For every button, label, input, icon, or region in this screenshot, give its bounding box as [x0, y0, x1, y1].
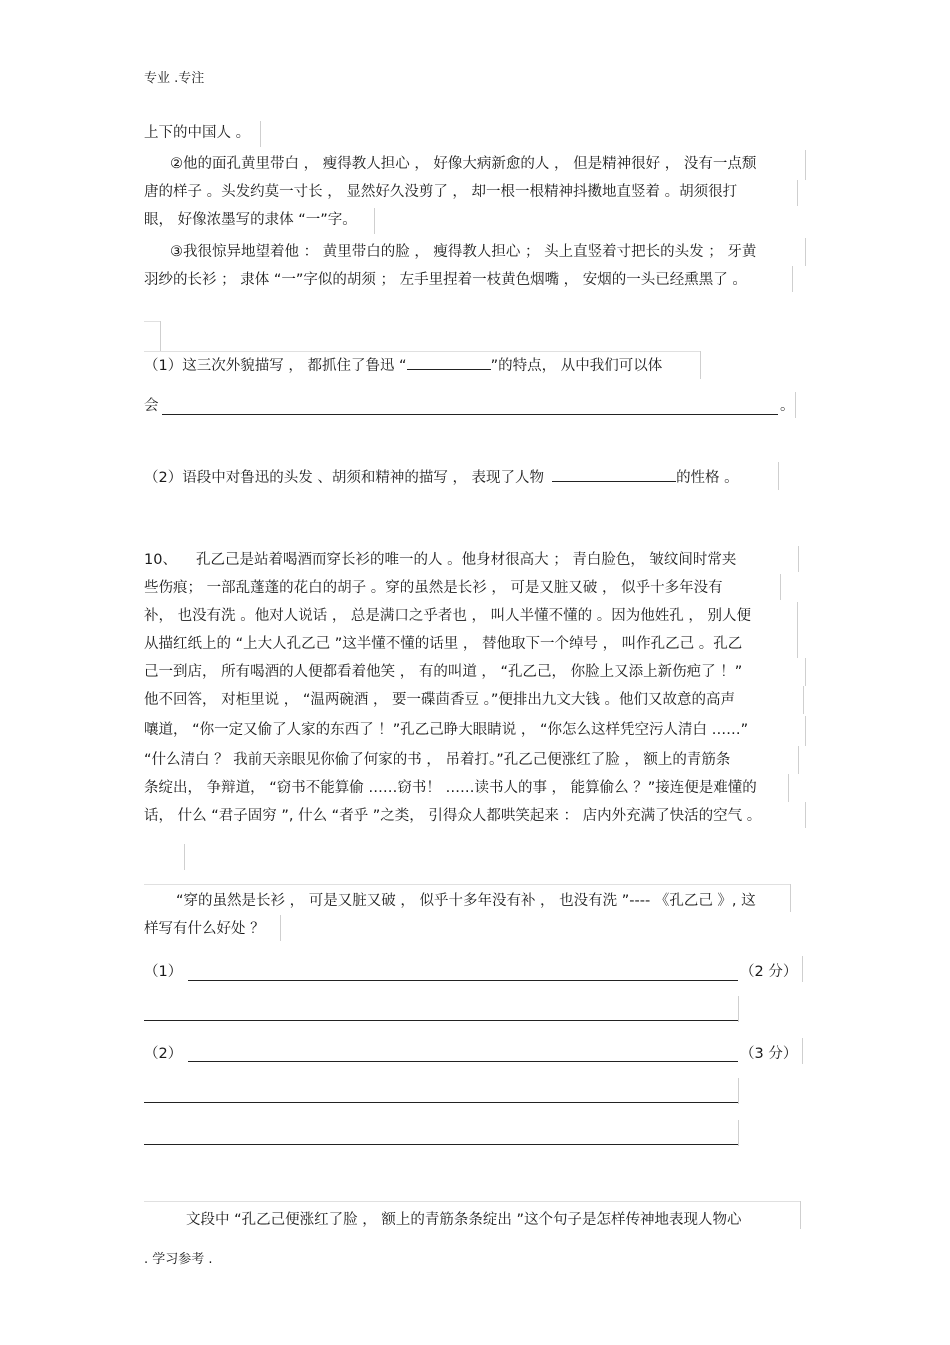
page-footer: . 学习参考 .: [144, 1252, 213, 1267]
scan-border: [802, 1038, 803, 1064]
question-number: 10、: [144, 552, 177, 568]
answer-blank[interactable]: [407, 355, 491, 370]
passage-line: ②他的面孔黄里带白 ， 瘦得教人担心 ， 好像大病新愈的人 ， 但是精神很好 ， 没有一点颓: [170, 156, 757, 172]
score-label: （3 分）: [740, 1046, 798, 1062]
answer-line[interactable]: [162, 414, 778, 415]
scan-border: [780, 574, 781, 600]
passage-line: 话， 什么 “君子固穷 ”, 什么 “者乎 ”之类， 引得众人都哄笑起来 ： 店内外充满了快活的空气 。: [144, 808, 762, 824]
score-label: （2 分）: [740, 964, 798, 980]
passage-line: 己一到店， 所有喝酒的人便都看着他笑 ， 有的叫道 ， “孔乙己， 你脸上又添上新伤疤了 ！”: [144, 664, 743, 680]
answer-line[interactable]: [188, 1061, 738, 1062]
scan-border: [738, 996, 739, 1022]
scan-border: [805, 716, 806, 746]
passage-line: 孔乙己是站着喝酒而穿长衫的唯一的人 。他身材很高大 ； 青白脸色， 皱纹间时常夹: [196, 552, 737, 568]
question-9-2: [144, 467, 739, 488]
scan-border: [805, 802, 806, 828]
scan-border: [803, 686, 804, 714]
scan-border: [184, 844, 185, 870]
answer-line[interactable]: [144, 1102, 738, 1103]
scan-border: [144, 321, 160, 322]
question-text: 文段中 “孔乙己便涨红了脸 ， 额上的青筋条条绽出 ”这个句子是怎样传神地表现人物心: [186, 1212, 742, 1228]
answer-line-suffix: 。: [780, 398, 795, 414]
scan-border: [805, 150, 806, 180]
passage-line: 从描红纸上的 “上大人孔乙己 ”这半懂不懂的话里 ， 替他取下一个绰号 ， 叫作孔乙己 。孔乙: [144, 636, 743, 652]
passage-line: 嚷道， “你一定又偷了人家的东西了 ！”孔乙己睁大眼睛说 ， “你怎么这样凭空污人清白 ……”: [144, 722, 749, 738]
scan-border: [797, 602, 798, 630]
answer-line[interactable]: [144, 1144, 738, 1145]
scan-border: [144, 884, 790, 885]
passage-line: 眼， 好像浓墨写的隶体 “一”字。: [144, 212, 357, 228]
scan-border: [798, 746, 799, 774]
scan-border: [805, 658, 806, 686]
scan-border: [374, 208, 375, 234]
answer-blank[interactable]: [552, 467, 676, 482]
question-text: （1）这三次外貌描写 ， 都抓住了鲁迅 “: [144, 358, 407, 374]
passage-line: 上下的中国人 。: [144, 125, 251, 141]
scan-border: [802, 956, 803, 982]
answer-line[interactable]: [188, 980, 738, 981]
question-text: 样写有什么好处 ？: [144, 921, 265, 937]
passage-line: ③我很惊异地望着他 ： 黄里带白的脸 ， 瘦得教人担心 ； 头上直竖着寸把长的头发 ； 牙黄: [170, 244, 757, 260]
scan-border: [144, 1201, 800, 1202]
question-text: “穿的虽然是长衫 ， 可是又脏又破 ， 似乎十多年没有补 ， 也没有洗 ”---- 《孔乙己 》, 这: [176, 893, 756, 909]
answer-label: （1）: [144, 964, 183, 980]
answer-line-prefix: 会: [144, 398, 159, 414]
scan-border: [805, 238, 806, 266]
question-9-1: [144, 355, 662, 376]
page-header: 专业 .专注: [144, 71, 205, 86]
scan-border: [798, 546, 799, 572]
answer-label: （2）: [144, 1046, 183, 1062]
answer-line[interactable]: [144, 1020, 738, 1021]
passage-line: 唐的样子 。头发约莫一寸长 ， 显然好久没剪了 ， 却一根一根精神抖擞地直竖着 。胡须很打: [144, 184, 738, 200]
scan-border: [795, 392, 796, 418]
scan-border: [700, 351, 701, 379]
passage-line: 补， 也没有洗 。他对人说话 ， 总是满口之乎者也 ， 叫人半懂不懂的 。因为他姓孔 ， 别人便: [144, 608, 751, 624]
question-text: ”的特点， 从中我们可以体: [490, 358, 663, 374]
scan-border: [738, 1120, 739, 1146]
scan-border: [797, 630, 798, 658]
scan-border: [160, 321, 161, 351]
passage-line: 羽纱的长衫 ； 隶体 “一”字似的胡须 ； 左手里捏着一枝黄色烟嘴 ， 安烟的一头已经熏黑了 。: [144, 272, 747, 288]
scan-border: [790, 884, 791, 912]
scan-border: [800, 1201, 801, 1229]
scan-border: [797, 180, 798, 206]
passage-line: 他不回答， 对柜里说 ， “温两碗酒 ， 要一碟茴香豆 。”便排出九文大钱 。他们又故意的高声: [144, 692, 736, 708]
scan-border: [260, 121, 261, 147]
scan-border: [280, 915, 281, 941]
scan-border: [144, 351, 700, 352]
scan-border: [778, 462, 779, 490]
scan-border: [792, 266, 793, 292]
question-text: （2）语段中对鲁迅的头发 、胡须和精神的描写 ， 表现了人物: [144, 470, 545, 486]
scan-border: [788, 774, 789, 802]
question-text: 的性格 。: [676, 470, 739, 486]
passage-line: “什么清白 ？ 我前天亲眼见你偷了何家的书 ， 吊着打。”孔乙己便涨红了脸 ， 额上的青筋条: [144, 752, 731, 768]
passage-line: 条绽出， 争辩道， “窃书不能算偷 ……窃书！ ……读书人的事 ， 能算偷么 ？”接连便是难懂的: [144, 780, 757, 796]
passage-line: 些伤痕； 一部乱蓬蓬的花白的胡子 。穿的虽然是长衫 ， 可是又脏又破 ， 似乎十多年没有: [144, 580, 723, 596]
scan-border: [738, 1078, 739, 1104]
